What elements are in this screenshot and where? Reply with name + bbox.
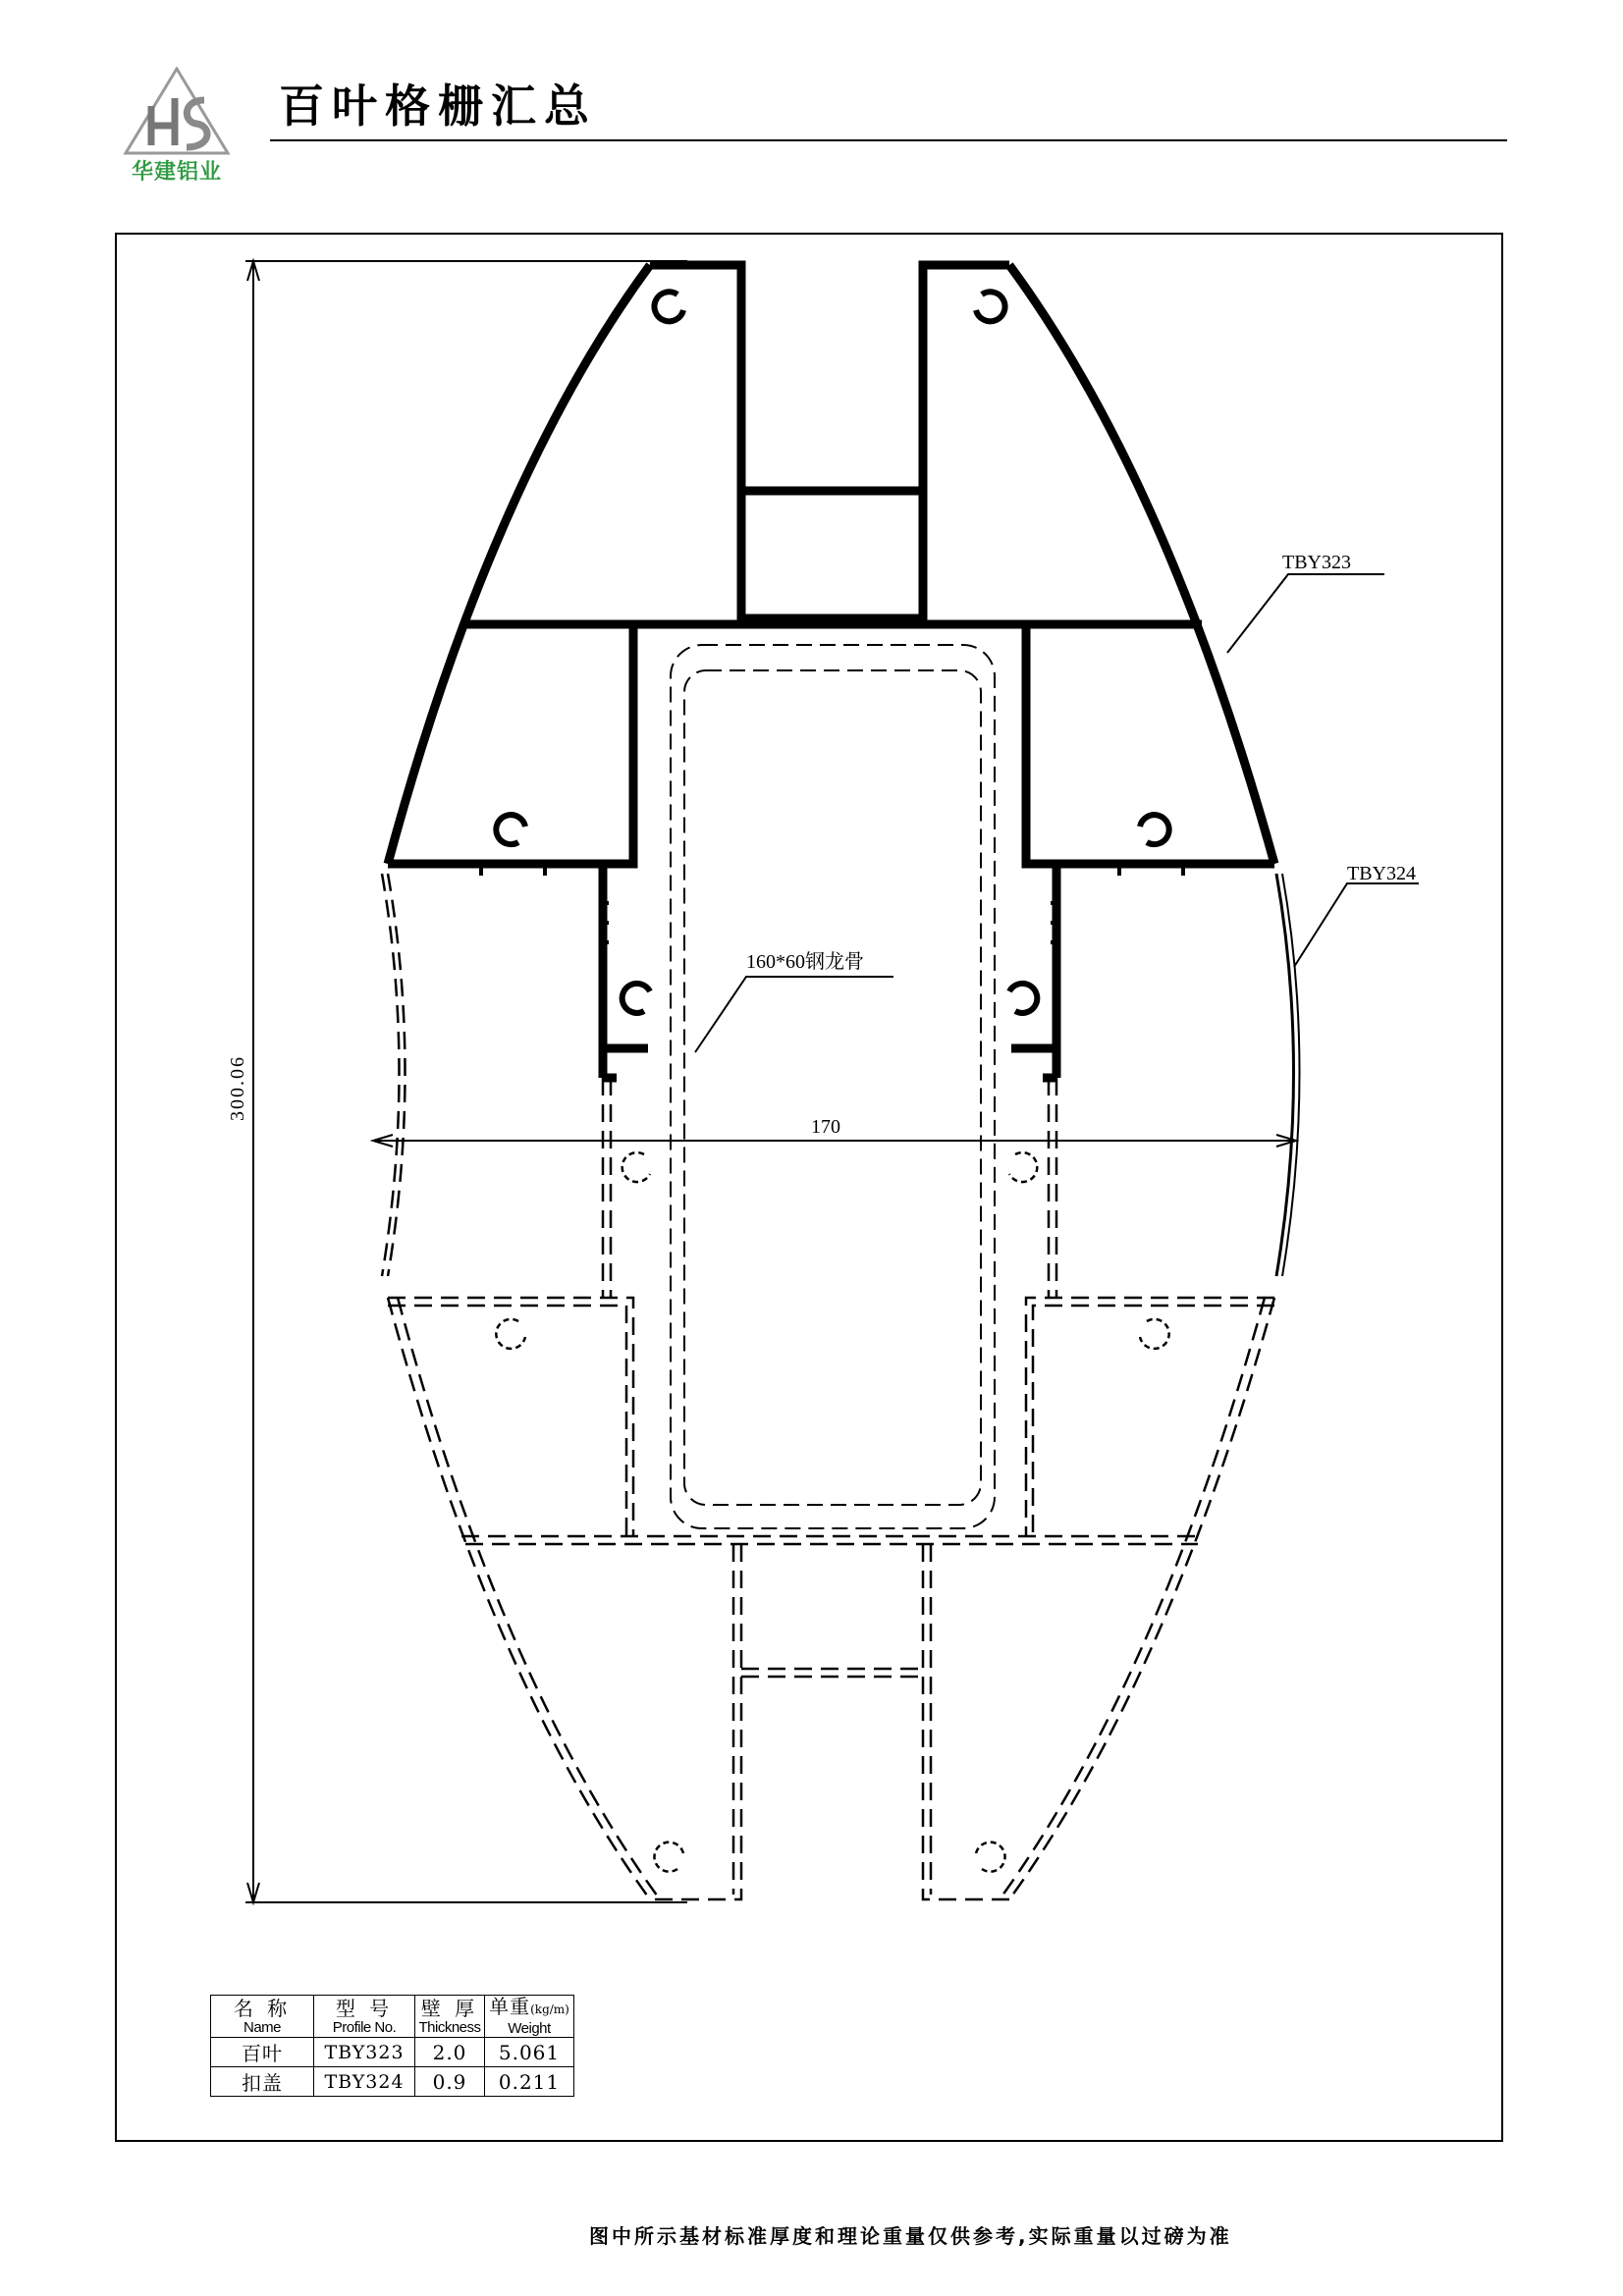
header-profile: 型 号 Profile No. — [314, 1996, 415, 2038]
leader-tby323 — [1227, 574, 1384, 653]
callout-keel: 160*60钢龙骨 — [746, 951, 864, 973]
spec-table — [210, 1995, 574, 2097]
leader-keel — [695, 977, 893, 1052]
clip-hooks-upper — [496, 292, 1168, 1013]
table-row: 百叶 TBY323 2.0 5.061 — [211, 2038, 574, 2067]
callout-tby324: TBY324 — [1347, 863, 1416, 884]
table-row: 扣盖 TBY324 0.9 0.211 — [211, 2067, 574, 2097]
header-weight: 单重(kg/m) Weight — [485, 1996, 574, 2038]
callout-tby323: TBY323 — [1282, 552, 1351, 573]
width-dimension-label: 170 — [811, 1116, 840, 1138]
header-name: 名 称 Name — [211, 1996, 314, 2038]
logo-text: 华建铝业 — [131, 160, 222, 185]
page-title: 百叶格栅汇总 — [279, 80, 597, 133]
louver-profile-mirrored — [382, 874, 1274, 1899]
steel-keel — [671, 645, 995, 1528]
table-header-row — [211, 1996, 574, 2038]
header-thickness: 壁 厚 Thickness — [415, 1996, 485, 2038]
footnote: 图中所示基材标准厚度和理论重量仅供参考,实际重量以过磅为准 — [589, 2224, 1232, 2248]
leader-tby324 — [1294, 883, 1419, 967]
height-dimension-label: 300.06 — [227, 1055, 248, 1121]
